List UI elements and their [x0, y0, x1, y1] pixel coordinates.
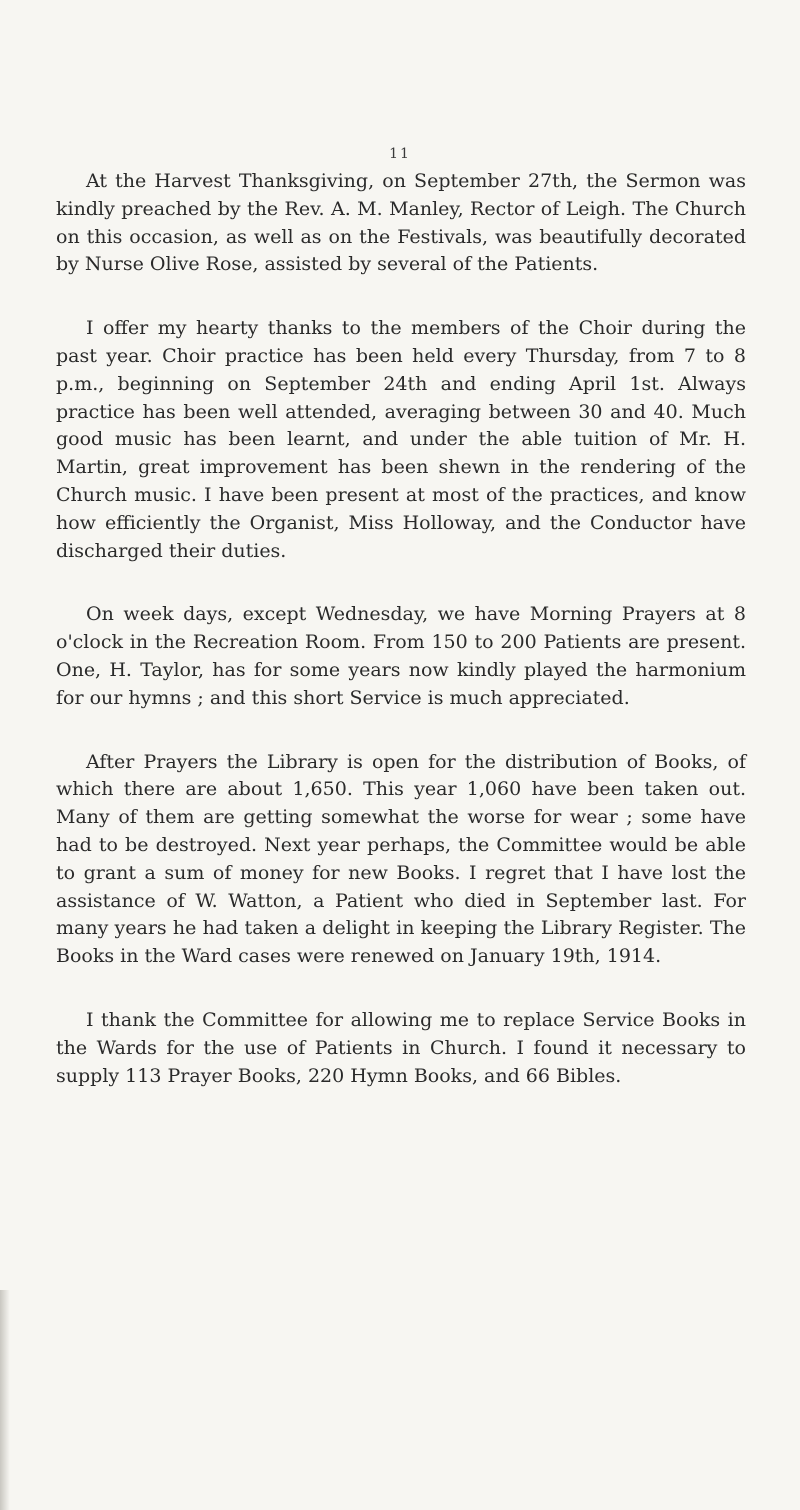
paragraph-choir: I offer my hearty thanks to the members of the Choir during the past year. Choir practice has been held every Thursday, from 7 to 8 p.m., beginning on September 24th and ending April 1st. Always practice has been well attended, averaging between 30 and 40. Much good music has been learnt, and under the able tuition of Mr. H. Martin, great improvement has been shewn in the rendering of the Church music. I have been present at most of the practices, and know how efficiently the Organist, Miss Holloway, and the Conductor have discharged their duties.	[56, 317, 746, 562]
paragraph-library: After Prayers the Library is open for the distribution of Books, of which there are about 1,650. This year 1,060 have been taken out. Many of them are getting somewhat the worse for wear ; some have had to be destroyed. Next year perhaps, the Committee would be able to grant a sum of money for new Books. I regret that I have lost the assistance of W. Watton, a Patient who died in September last. For many years he had taken a delight in keeping the Library Register. The Books in the Ward cases were renewed on January 19th, 1914.	[56, 750, 746, 968]
paragraph-service-books: I thank the Committee for allowing me to replace Service Books in the Wards for the use of Patients in Church. I found it necessary to supply 113 Prayer Books, 220 Hymn Books, and 66 Bibles.	[56, 1008, 746, 1087]
page-edge-shadow	[0, 1290, 10, 1510]
report-body	[56, 168, 746, 1090]
paragraph-morning-prayers: On week days, except Wednesday, we have Morning Prayers at 8 o'clock in the Recreation Room. From 150 to 200 Patients are present. One, H. Taylor, has for some years now kindly played the harmonium for our hymns ; and this short Service is much appreciated.	[56, 603, 746, 709]
paragraph-harvest-thanksgiving: At the Harvest Thanksgiving, on September 27th, the Sermon was kindly preached by the Rev. A. M. Manley, Rector of Leigh. The Church on this occasion, as well as on the Festivals, was beautifully decorated by Nurse Olive Rose, assisted by several of the Patients.	[56, 170, 746, 276]
page-number: 11	[389, 146, 411, 162]
